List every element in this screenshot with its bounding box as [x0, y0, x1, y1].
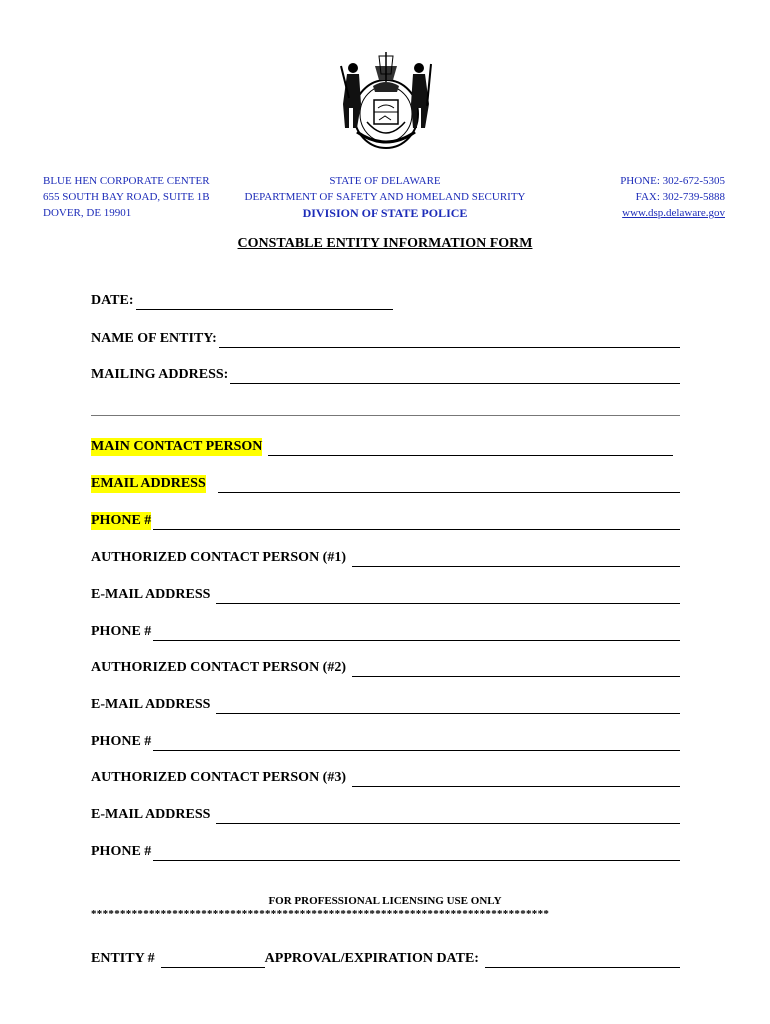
authorized-contact-3-line[interactable] [352, 772, 680, 787]
mailing-address-field[interactable] [91, 364, 680, 384]
address-line-3: DOVER, DE 19901 [43, 207, 132, 219]
star-divider: ******************************************************************************* [91, 908, 550, 920]
authorized-contact-3-label: AUTHORIZED CONTACT PERSON (#3) [91, 770, 347, 785]
date-label: DATE: [91, 293, 134, 308]
authorized-1-phone-label: PHONE # [91, 624, 152, 639]
authorized-contact-2-field[interactable] [91, 657, 680, 677]
authorized-contact-1-line[interactable] [352, 552, 680, 567]
department-name: DEPARTMENT OF SAFETY AND HOMELAND SECURITY [244, 191, 526, 203]
date-line[interactable] [136, 295, 393, 310]
mailing-address-line[interactable] [230, 369, 680, 384]
phone-number: PHONE: 302-672-5305 [620, 175, 725, 187]
authorized-3-email-label: E-MAIL ADDRESS [91, 807, 211, 822]
entity-name-line[interactable] [219, 333, 680, 348]
licensing-row [91, 948, 680, 968]
main-contact-field[interactable] [91, 436, 673, 456]
authorized-contact-3-field[interactable] [91, 767, 680, 787]
authorized-3-phone-line[interactable] [153, 846, 680, 861]
authorized-3-phone-field[interactable] [91, 841, 680, 861]
authorized-2-phone-line[interactable] [153, 736, 680, 751]
authorized-2-phone-label: PHONE # [91, 734, 152, 749]
authorized-1-email-line[interactable] [216, 589, 680, 604]
authorized-1-email-label: E-MAIL ADDRESS [91, 587, 211, 602]
date-field[interactable] [91, 290, 393, 310]
authorized-2-email-field[interactable] [91, 694, 680, 714]
contact-info [620, 173, 725, 221]
division-name: DIVISION OF STATE POLICE [302, 206, 468, 220]
entity-number-label: ENTITY # [91, 951, 155, 966]
authorized-contact-2-line[interactable] [352, 662, 680, 677]
main-email-field[interactable] [91, 473, 680, 493]
authorized-2-phone-field[interactable] [91, 731, 680, 751]
authorized-1-phone-field[interactable] [91, 621, 680, 641]
address-second-line[interactable] [91, 415, 680, 416]
state-name: STATE OF DELAWARE [329, 175, 441, 187]
authorized-contact-1-label: AUTHORIZED CONTACT PERSON (#1) [91, 550, 347, 565]
main-phone-label: PHONE # [91, 513, 152, 528]
authorized-1-email-field[interactable] [91, 584, 680, 604]
main-email-label: EMAIL ADDRESS [91, 476, 206, 491]
licensing-heading: FOR PROFESSIONAL LICENSING USE ONLY [268, 895, 502, 907]
address-line-2: 655 SOUTH BAY ROAD, SUITE 1B [43, 191, 210, 203]
approval-expiration-label: APPROVAL/EXPIRATION DATE: [264, 951, 479, 966]
entity-name-label: NAME OF ENTITY: [91, 331, 217, 346]
authorized-3-email-line[interactable] [216, 809, 680, 824]
main-email-line[interactable] [218, 478, 680, 493]
authorized-1-phone-line[interactable] [153, 626, 680, 641]
main-contact-line[interactable] [268, 441, 673, 456]
approval-expiration-line[interactable] [485, 953, 680, 968]
main-phone-field[interactable] [91, 510, 680, 530]
fax-number: FAX: 302-739-5888 [635, 191, 725, 203]
authorized-3-phone-label: PHONE # [91, 844, 152, 859]
entity-name-field[interactable] [91, 328, 680, 348]
website-link[interactable]: www.dsp.delaware.gov [622, 207, 725, 219]
authorized-contact-2-label: AUTHORIZED CONTACT PERSON (#2) [91, 660, 347, 675]
mailing-address-label: MAILING ADDRESS: [91, 367, 229, 382]
main-contact-label: MAIN CONTACT PERSON [91, 439, 263, 454]
main-phone-line[interactable] [153, 515, 680, 530]
form-title: CONSTABLE ENTITY INFORMATION FORM [237, 236, 533, 251]
address-line-1: BLUE HEN CORPORATE CENTER [43, 175, 210, 187]
entity-number-line[interactable] [161, 953, 265, 968]
state-seal-icon [327, 48, 445, 152]
authorized-2-email-line[interactable] [216, 699, 680, 714]
authorized-3-email-field[interactable] [91, 804, 680, 824]
authorized-2-email-label: E-MAIL ADDRESS [91, 697, 211, 712]
authorized-contact-1-field[interactable] [91, 547, 680, 567]
